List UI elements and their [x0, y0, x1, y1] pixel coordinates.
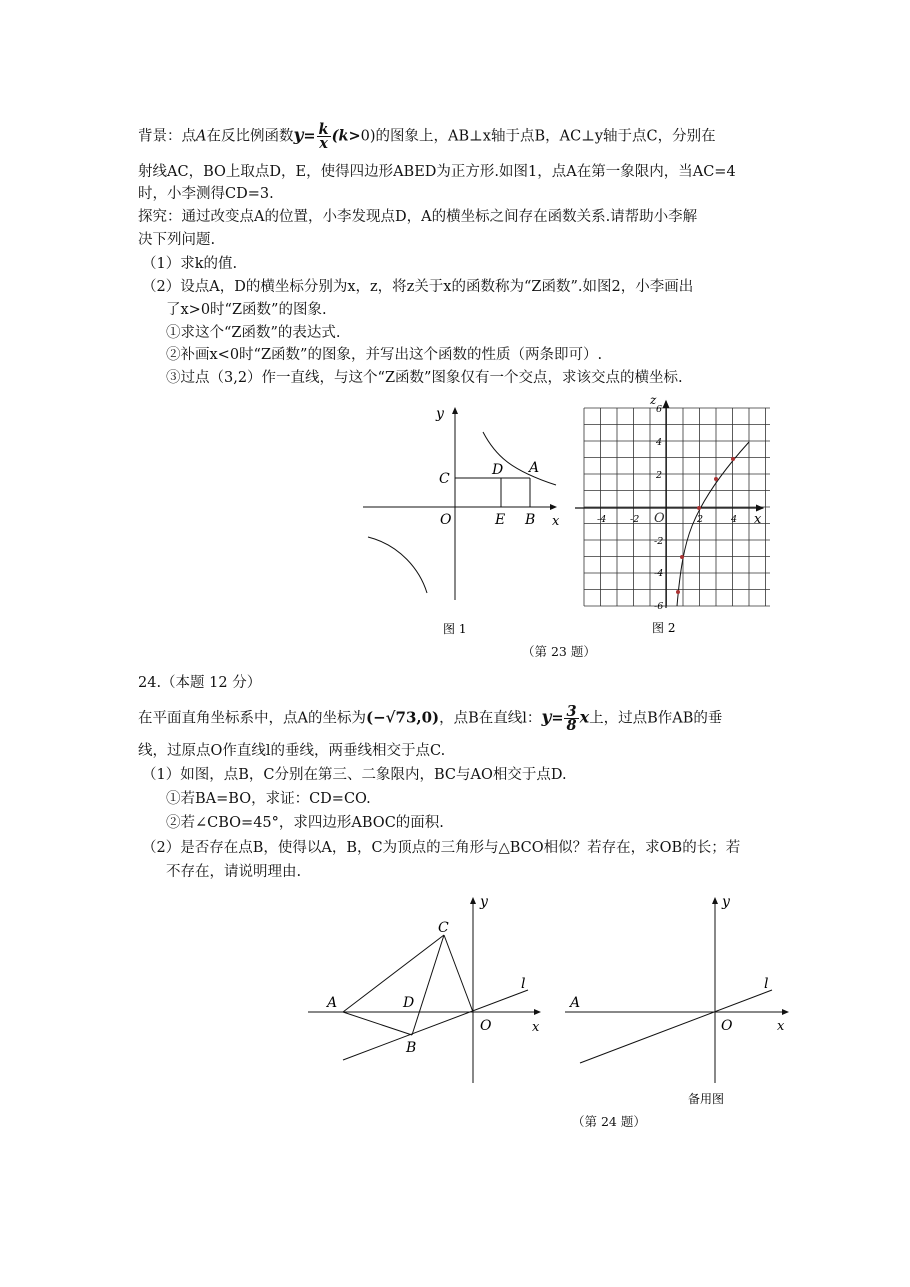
q24-part2-line1: （2）是否存在点B，使得以A，B，C为顶点的三角形与△BCO相似？若存在，求OB的长；若 — [142, 840, 741, 856]
q24-spare-figure — [560, 890, 800, 1115]
q23-figure2 — [570, 396, 770, 646]
label-x: x — [754, 512, 762, 527]
q23-sub2: ②补画x<0时“Z函数”的图象，并写出这个函数的性质（两条即可）. — [166, 347, 603, 363]
formula-y: y — [293, 125, 304, 146]
label-A: A — [529, 460, 540, 476]
slope-fraction: $\frac{3}{8}$ — [566, 703, 577, 734]
hyperbola-branch-3 — [368, 537, 427, 593]
formula-fraction: $\frac{k}{x}$ — [318, 121, 329, 152]
q23-sub1: ①求这个“Z函数”的表达式. — [166, 325, 341, 341]
q23-sub3: ③过点（3,2）作一直线，与这个“Z函数”图象仅有一个交点，求该交点的横坐标. — [166, 370, 683, 386]
z-function-curve — [677, 442, 749, 606]
z-tick-label: 4 — [656, 437, 663, 448]
q23-background-line2: 射线AC，BO上取点D，E，使得四边形ABED为正方形.如图1，点A在第一象限内，当AC=4 — [138, 164, 736, 180]
q24-figure — [300, 890, 550, 1090]
figure2-caption: 图 2 — [652, 621, 676, 635]
q23-figure1 — [360, 400, 570, 645]
curve-point — [714, 477, 718, 481]
curve-point — [680, 555, 684, 559]
z-tick-label: -4 — [654, 568, 664, 579]
q24-header: 24.（本题 12 分） — [138, 675, 262, 691]
label-A: A — [327, 995, 338, 1011]
label-l: l — [764, 976, 769, 992]
segment-AC — [343, 935, 444, 1012]
z-tick-label: 2 — [656, 470, 663, 481]
z-tick-label: 6 — [656, 404, 663, 415]
q23-caption: （第 23 题） — [522, 644, 596, 659]
label-O: O — [721, 1018, 733, 1034]
label-O: O — [440, 512, 452, 528]
q24-part1: （1）如图，点B，C分别在第三、二象限内，BC与AO相交于点D. — [142, 767, 567, 783]
curve-point — [731, 457, 735, 461]
label-O: O — [654, 511, 665, 526]
spare-caption: 备用图 — [688, 1092, 725, 1106]
figure1-caption: 图 1 — [443, 622, 467, 636]
q24-sub2: ②若∠CBO=45°，求四边形ABOC的面积. — [166, 815, 444, 831]
segment-AB — [343, 1012, 412, 1035]
label-l: l — [521, 976, 526, 992]
curve-point — [676, 590, 680, 594]
z-tick-label: -2 — [654, 536, 664, 547]
label-y: y — [436, 406, 444, 422]
label-E: E — [495, 512, 506, 528]
q24-statement-line1: 在平面直角坐标系中，点A的坐标为(−√73,0)，点B在直线l：y= $\frac{3}{8}$ x上，过点B作AB的垂 — [138, 703, 723, 734]
line-l — [580, 990, 772, 1063]
segment-CO — [444, 935, 473, 1012]
coord-A: (−√73,0) — [365, 708, 440, 727]
label-x: x — [552, 514, 560, 529]
label-O: O — [480, 1018, 492, 1034]
x-tick-label: -4 — [597, 514, 607, 525]
label-D: D — [403, 995, 415, 1011]
x-tick-label: 2 — [697, 514, 704, 525]
q23-explore-line1: 探究：通过改变点A的位置，小李发现点D，A的横坐标之间存在函数关系.请帮助小李解 — [138, 209, 698, 225]
label-x: x — [777, 1019, 785, 1034]
q23-part2-line1: （2）设点A，D的横坐标分别为x，z，将z关于x的函数称为“Z函数”.如图2，小李画出 — [142, 279, 694, 295]
q24-sub1: ①若BA=BO，求证：CD=CO. — [166, 791, 371, 807]
segment-BC — [412, 935, 444, 1035]
label-A: A — [570, 995, 581, 1011]
q23-background-line3: 时，小李测得CD=3. — [138, 186, 274, 202]
grid — [584, 408, 770, 606]
label-z: z — [650, 396, 657, 407]
z-tick-label: -6 — [654, 601, 664, 612]
x-tick-label: -2 — [630, 514, 640, 525]
label-B: B — [525, 512, 536, 528]
curve-point — [697, 506, 701, 510]
label-x: x — [532, 1020, 540, 1035]
q24-caption: （第 24 题） — [572, 1114, 646, 1129]
label-y: y — [480, 894, 488, 910]
q23-background-line1: 背景：点A在反比例函数y= $\frac{k}{x}$ (k>0)的图象上，AB⊥x轴于点B，AC⊥y轴于点C，分别在 — [138, 121, 716, 152]
q23-part2-line2: 了x>0时“Z函数”的图象. — [166, 302, 327, 318]
x-tick-label: 4 — [731, 514, 738, 525]
q24-statement-line2: 线，过原点O作直线l的垂线，两垂线相交于点C. — [138, 743, 446, 759]
line-l — [343, 990, 528, 1060]
label-C: C — [438, 920, 449, 936]
label-y: y — [722, 894, 730, 910]
q23-part1: （1）求k的值. — [142, 256, 238, 272]
q24-part2-line2: 不存在，请说明理由. — [166, 864, 302, 880]
label-D: D — [492, 462, 504, 478]
label-C: C — [439, 471, 450, 487]
label-B: B — [406, 1040, 417, 1056]
q23-explore-line2: 决下列问题. — [138, 232, 216, 248]
